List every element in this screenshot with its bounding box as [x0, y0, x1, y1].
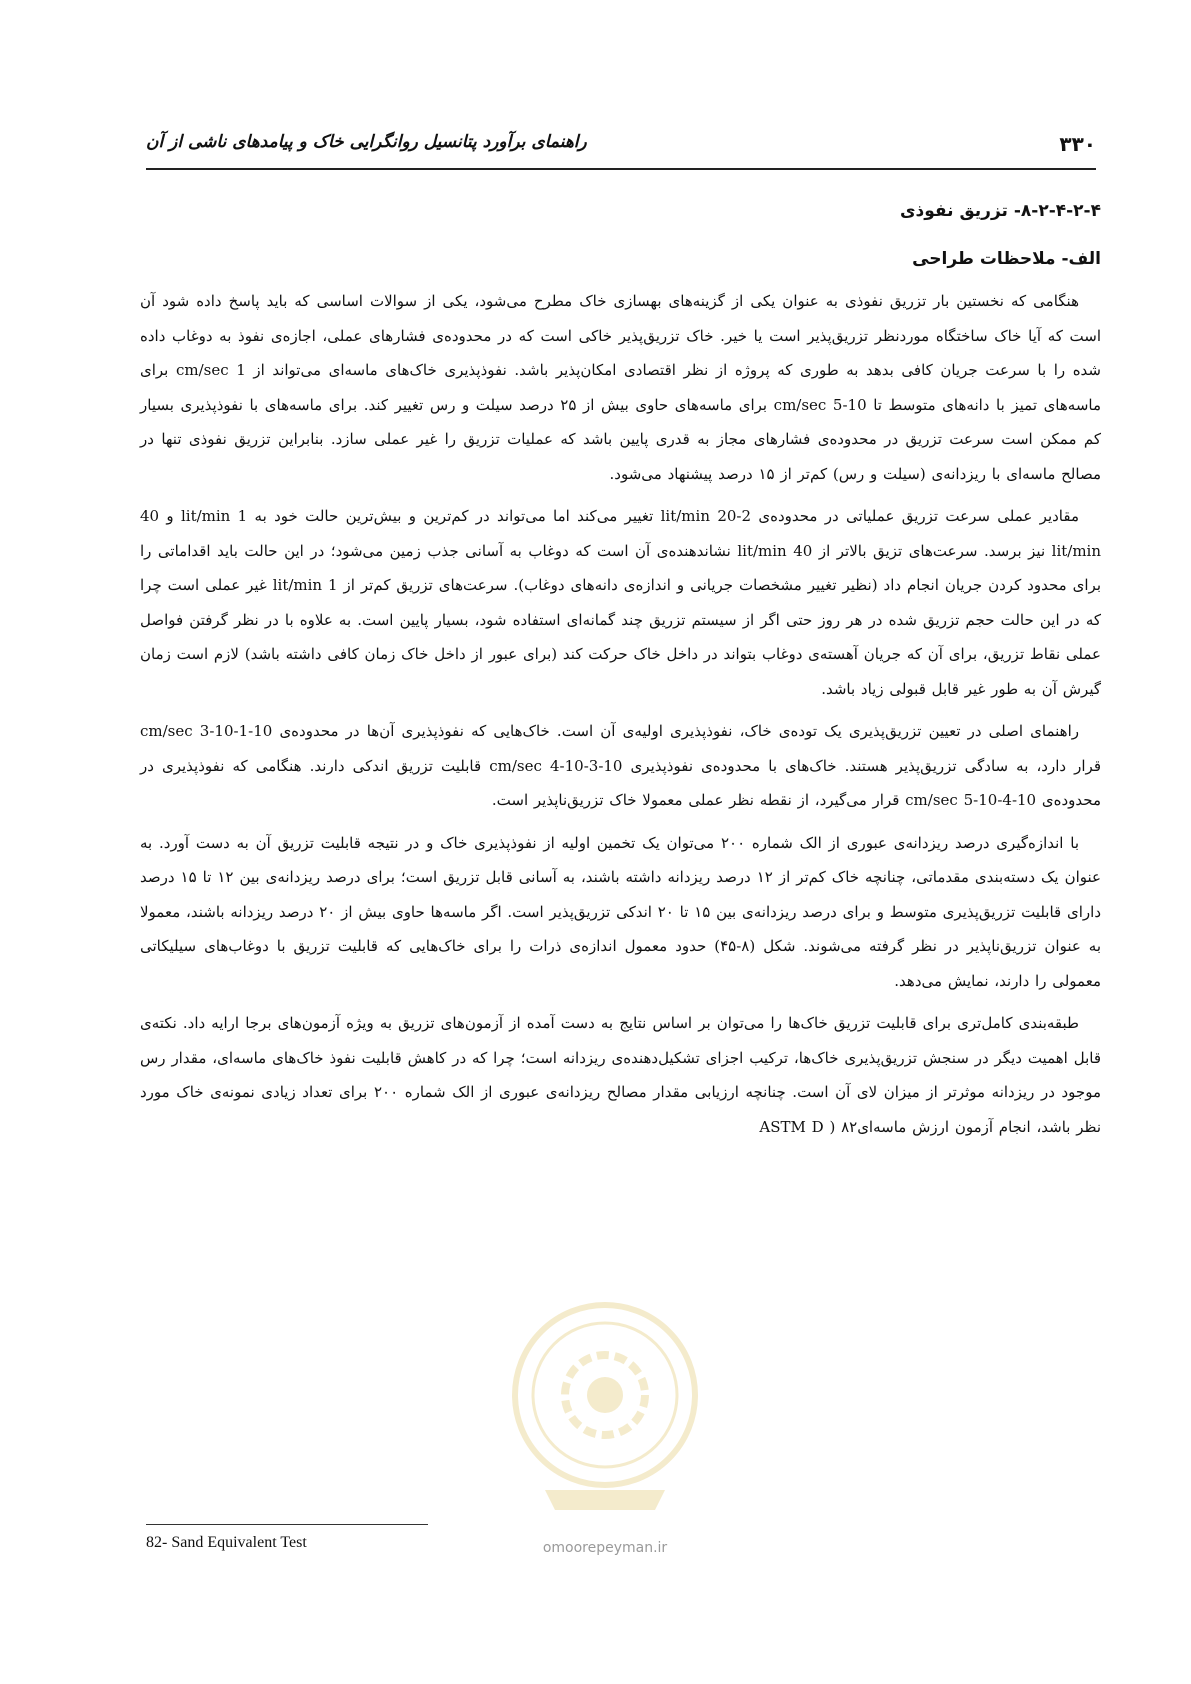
subsection-heading: الف- ملاحظات طراحی: [912, 249, 1101, 269]
section-heading: ۸-۲-۴-۲-۴- تزریق نفوذی: [899, 201, 1101, 221]
footnote-divider: [146, 1524, 428, 1525]
watermark-url: omoorepeyman.ir: [542, 1540, 668, 1556]
header-divider: [146, 168, 1096, 170]
main-content: [140, 198, 1101, 1152]
paragraph: طبقه‌بندی کامل‌تری برای قابلیت تزریق خاک‌ها را می‌توان بر اساس نتایج به دست آمده از آزمون‌های تزریق به ویژه آزمون‌های برجا ارایه داد. نکته‌ی قابل اهمیت دیگر در سنجش تزریق‌پذیری خاک‌ها، ترکیب اجزای تشکیل‌دهنده‌ی ریزدانه است؛ چرا که در کاهش قابلیت نفوذ خاک‌های ماسه‌ای، مقدار رس موجود در ریزدانه موثرتر از میزان لای آن است. چنانچه ارزیابی مقدار مصالح ریزدانه‌ی عبوری از الک شماره ۲۰۰ برای تعداد زیادی نمونه‌ی خاک مورد نظر باشد، انجام آزمون ارزش ماسه‌ای۸۲ ( ASTM D: [140, 1014, 1101, 1136]
book-title: راهنمای برآورد پتانسیل روانگرایی خاک و پیامدهای ناشی از آن: [146, 132, 587, 152]
footnote: 82- Sand Equivalent Test: [146, 1534, 307, 1551]
paragraph: راهنمای اصلی در تعیین تزریق‌پذیری یک توده‌ی خاک، نفوذپذیری اولیه‌ی آن است. خاک‌هایی که نفوذپذیری آن‌ها در محدوده‌ی 10-1-10-3 cm/sec قرار دارد، به سادگی تزریق‌پذیر هستند. خاک‌های با محدوده‌ی نفوذپذیری 10-3-10-4 cm/sec قابلیت تزریق اندکی دارند. هنگامی که نفوذپذیری در محدوده‌ی 10-4-10-5 cm/sec قرار می‌گیرد، از نقطه نظر عملی معمولا خاک تزریق‌ناپذیر است.: [140, 722, 1101, 809]
paragraph: مقادیر عملی سرعت تزریق عملیاتی در محدوده‌ی 2-20 lit/min تغییر می‌کند اما می‌تواند در کم‌ترین و بیش‌ترین حالت خود به 1 lit/min و 40 lit/min نیز برسد. سرعت‌های تزیق بالاتر از 40 lit/min نشاندهنده‌ی آن است که دوغاب به آسانی جذب زمین می‌شود؛ در این حالت باید اقداماتی را برای محدود کردن جریان انجام داد (نظیر تغییر مشخصات جریانی و اندازه‌ی دانه‌های دوغاب). سرعت‌های تزریق کم‌تر از 1 lit/min غیر عملی است چرا که در این حالت حجم تزریق شده در هر روز حتی اگر از سیستم تزریق چند گمانه‌ای استفاده شود، بسیار پایین است. به علاوه با در نظر گرفتن فواصل عملی نقاط تزریق، برای آن که جریان آهسته‌ی دوغاب بتواند در داخل خاک حرکت کند (برای عبور از داخل خاک زمان کافی داشته باشد) لازم است زمان گیرش آن به طور غیر قابل قبولی زیاد باشد.: [140, 507, 1102, 698]
watermark-seal-icon: [505, 1290, 705, 1520]
paragraph: با اندازه‌گیری درصد ریزدانه‌ی عبوری از الک شماره ۲۰۰ می‌توان یک تخمین اولیه از نفوذپذیری خاک و در نتیجه قابلیت تزریق آن به دست آورد. به عنوان یک دسته‌بندی مقدماتی، چنانچه خاک کم‌تر از ۱۲ درصد ریزدانه داشته باشند، به آسانی قابل تزریق است؛ برای درصد ریزدانه‌ی بین ۱۲ تا ۱۵ درصد دارای قابلیت تزریق‌پذیری متوسط و برای درصد ریزدانه‌ی بین ۱۵ تا ۲۰ اندکی تزریق‌پذیر است. اگر ماسه‌ها حاوی بیش از ۲۰ درصد ریزدانه باشند، معمولا به عنوان تزریق‌ناپذیر در نظر گرفته می‌شوند. شکل (۸-۴۵) حدود معمول اندازه‌ی ذرات را برای خاک‌هایی که قابلیت تزریق با دوغاب‌های سیلیکاتی معمولی را دارند، نمایش می‌دهد.: [140, 833, 1102, 990]
paragraph: هنگامی که نخستین بار تزریق نفوذی به عنوان یکی از گزینه‌های بهسازی خاک مطرح می‌شود، یکی از سوالات اساسی که باید پاسخ داده شود آن است که آیا خاک ساختگاه موردنظر تزریق‌پذیر است یا خیر. خاک تزریق‌پذیر خاکی است که در محدوده‌ی فشارهای عملی، اجازه‌ی نفوذ به دوغاب داده شده را با سرعت جریان کافی بدهد به طوری که پروژه از نظر اقتصادی امکان‌پذیر باشد. نفوذپذیری خاک‌های ماسه‌ای می‌تواند از 1 cm/sec برای ماسه‌های تمیز با دانه‌های متوسط تا 10-5 cm/sec برای ماسه‌های حاوی بیش از ۲۵ درصد سیلت و رس تغییر کند. برای ماسه‌های با نفوذپذیری بسیار کم ممکن است سرعت تزریق در محدوده‌ی فشارهای مجاز به قدری پایین باشد که عملیات تزریق را غیر عملی سازد. بنابراین تزریق نفوذی تنها در مصالح ماسه‌ای با ریزدانه‌ی (سیلت و رس) کم‌تر از ۱۵ درصد پیشنهاد می‌شود.: [140, 292, 1102, 483]
page-number: ۳۳۰: [1059, 132, 1096, 156]
running-header: [146, 128, 1096, 168]
